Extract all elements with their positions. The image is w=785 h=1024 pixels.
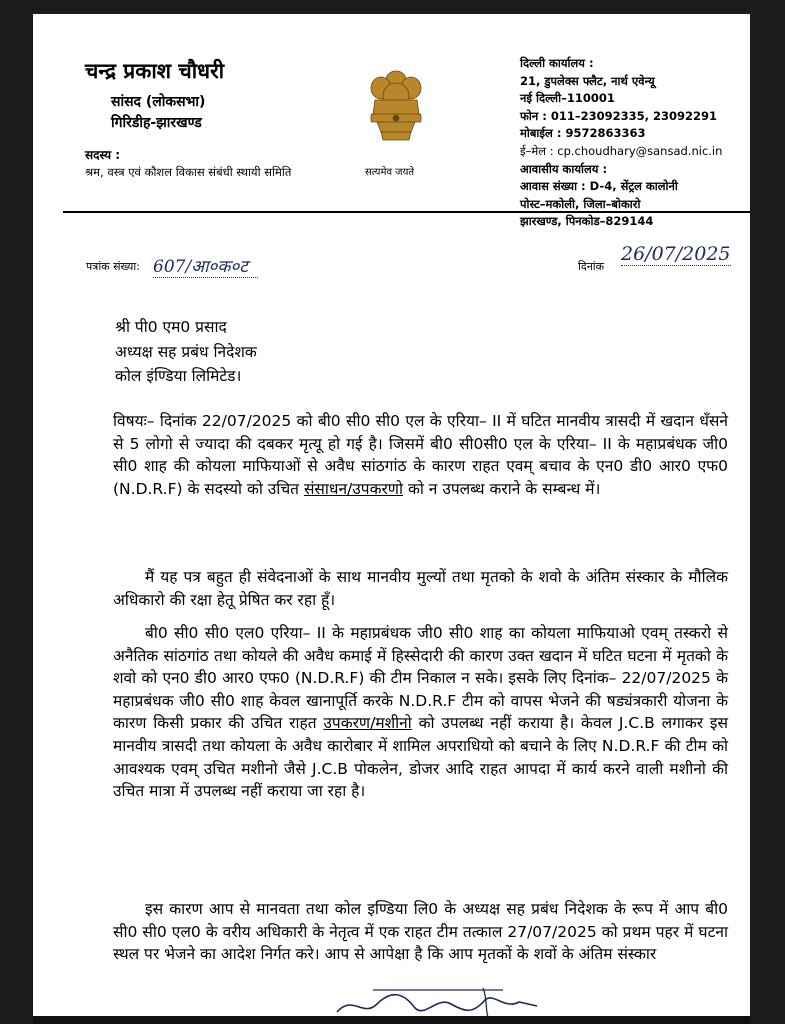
committee-name: श्रम, वस्त्र एवं कौशल विकास संबंधी स्थायी समिति (85, 165, 292, 179)
mp-designation: सांसद (लोकसभा) (111, 94, 206, 110)
residence-line2: पोस्ट–मकोली, जिला–बोकारो (520, 196, 641, 211)
page-bottom-edge (33, 1016, 750, 1024)
mp-name: चन्द्र प्रकाश चौधरी (85, 59, 225, 83)
delhi-address-line2: नई दिल्ली–110001 (520, 91, 615, 106)
date-label: दिनांक (578, 260, 605, 273)
residence-line1: आवास संख्या : D-4, सेंट्रल कालोनी (520, 179, 678, 194)
subject-paragraph (113, 410, 728, 500)
emblem-motto: सत्यमेव जयते (365, 167, 415, 178)
incident-text: बी0 सी0 सी0 एल0 एरिया– II के महाप्रबंधक जी0 सी0 शाह का कोयला माफियाओ एवम् तस्करो से अनैतिक सांठगांठ तथा कोयले की अवैध कमाई में हिस्सेदारी की कारण उक्त खदान में घटित घटना में मृतको के शवो को एन0 डी0 आर0 एफ0 (N.D.R.F) की टीम निकाल न सके। इसके लिए दिनांक– 22/07/2025 के महाप्रबंधक जी0 सी0 शाह केवल खानापूर्ति करके N.D.R.F टीम को वापस भेजने की षड्यंत्रकारी योजना के कारण किसी प्रकार की उचित राहत (113, 624, 728, 733)
letter-date: 26/07/2025 (621, 243, 731, 265)
reference-number: 607/आ०क०ट (153, 254, 258, 278)
delhi-office-heading: दिल्ली कार्यालय : (520, 56, 594, 70)
paragraph-intro: मैं यह पत्र बहुत ही संवेदनाओं के साथ मानवीय मुल्यों तथा मृतको के शवो के अंतिम संस्कार के मौलिक अधिकारो की रक्षा हेतू प्रेषित कर रहा हूँ। (113, 568, 728, 609)
residence-office-heading: आवासीय कार्यालय : (520, 161, 608, 176)
letterhead-divider (63, 211, 750, 213)
letter-page (33, 14, 750, 1024)
paragraph-incident (113, 622, 728, 803)
email-address: ई–मेल : cp.choudhary@sansad.nic.in (520, 143, 723, 158)
delhi-address-line1: 21, डुपलेक्स फ्लैट, नार्थ एवेन्यू (520, 73, 655, 88)
contact-block (520, 55, 722, 231)
subject-underlined: संसाधन/उपकरणो (303, 479, 404, 498)
subject-text: विषयः– दिनांक 22/07/2025 को बी0 सी0 सी0 एल के एरिया– II में घटित मानवीय त्रासदी में खदान धँसने से 5 लोगो से ज्यादा की दबकर मृत्यू हो गई है। जिसमें बी0 सी0सी0 एल के एरिया– II के महाप्रबंधक जी0 सी0 शाह की कोयला माफियाओं से अवैध सांठगांठ के कारण राहत एवम् बचाव के एन0 डी0 आर0 एफ0 (N.D.R.F) के सदस्यो को उचित (113, 412, 728, 498)
incident-text-end: को उपलब्ध नहीं कराया है। केवल J.C.B लगाकर इस मानवीय त्रासदी तथा कोयला के अवैध कारोबार में शामिल अपराधियो को बचाने के लिए N.D.R.F की टीम को आवश्यक एवम् उचित मशीनो जैसे J.C.B पोकलेन, डोजर आदि राहत आपदा में कार्य करने वाली मशीनो की उचित मात्रा में उपलब्ध नहीं कराया जा रहा है। (113, 714, 728, 801)
addressee-name: श्री पी0 एम0 प्रसाद (115, 318, 227, 336)
residence-line3: झारखण्ड, पिनकोड–829144 (520, 214, 654, 229)
subject-text-end: को न उपलब्ध कराने के सम्बन्ध में। (403, 479, 601, 498)
phone-number: फोन : 011–23092335, 23092291 (520, 108, 717, 123)
mp-constituency: गिरिडीह-झारखण्ड (111, 115, 202, 131)
national-emblem-icon (361, 66, 431, 162)
mobile-number: मोबाईल : 9572863363 (520, 126, 646, 141)
addressee-designation: अध्यक्ष सह प्रबंध निदेशक (115, 342, 257, 361)
member-label: सदस्य : (85, 148, 121, 162)
paragraph-request: इस कारण आप से मानवता तथा कोल इण्डिया लि0 के अध्यक्ष सह प्रबंध निदेशक के रूप में आप बी0 सी0 सी0 एल0 के वरीय अधिकारी के नेतृत्व में एक राहत टीम तत्काल 27/07/2025 को प्रथम पहर में घटना स्थल पर भेजने का आदेश निर्गत करे। आप से आपेक्षा है कि आप मृतकों के शवों के अंतिम संस्कार (113, 900, 728, 964)
reference-label: पत्रांक संख्या: (86, 260, 140, 273)
addressee-organization: कोल इंण्डिया लिमिटेड। (115, 367, 242, 385)
incident-underlined: उपकरण/मशीनो (323, 714, 412, 733)
addressee-block (115, 315, 257, 389)
